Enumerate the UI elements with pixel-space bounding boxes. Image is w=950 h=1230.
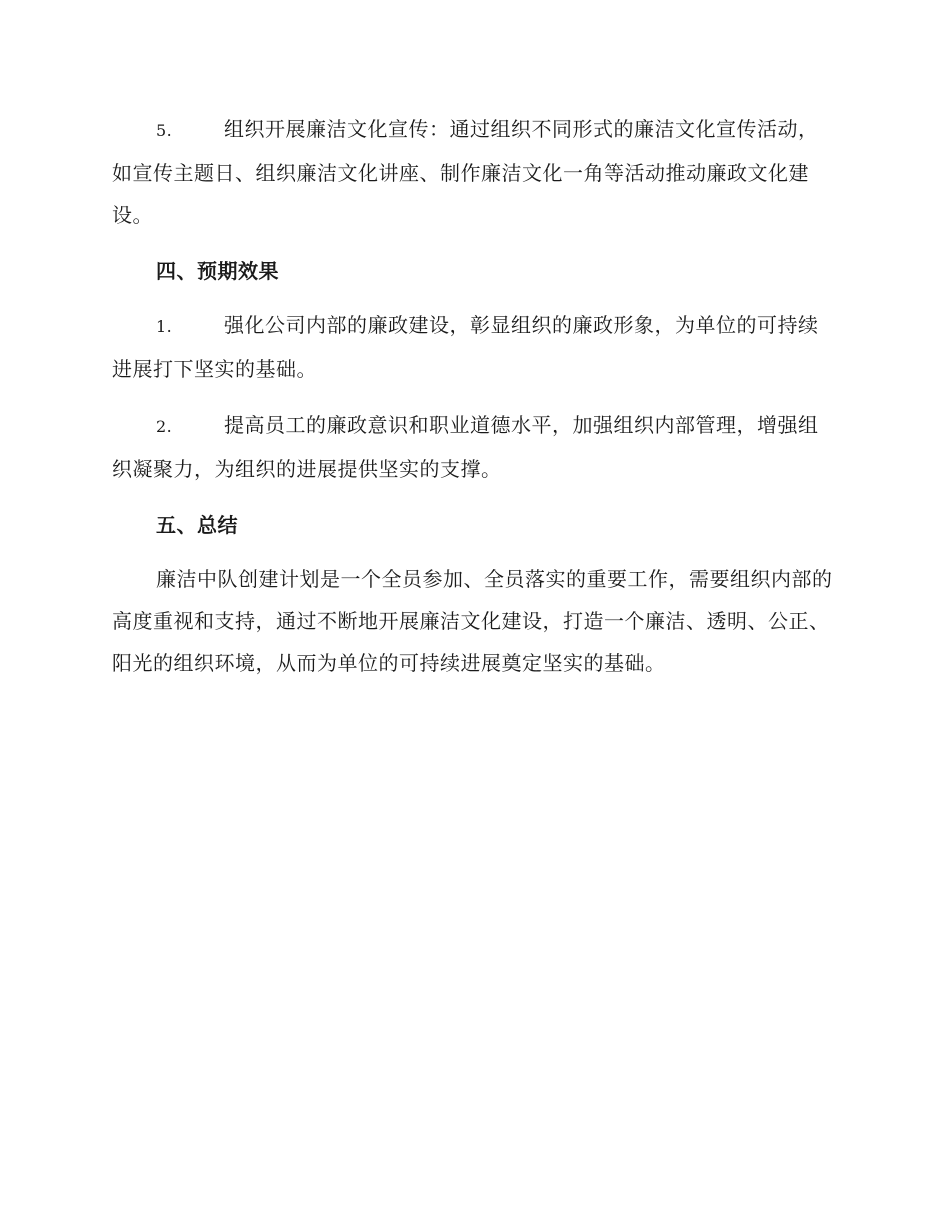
list-number: 1. <box>156 317 173 336</box>
section-heading-expected-results: 四、预期效果 <box>156 259 279 283</box>
document-body <box>112 108 836 698</box>
list-item-text: 提高员工的廉政意识和职业道德水平，加强组织内部管理，增强组织凝聚力，为组织的进展提供坚实的支撑。 <box>112 413 819 481</box>
list-item-1 <box>112 304 836 390</box>
summary-paragraph: 廉洁中队创建计划是一个全员参加、全员落实的重要工作，需要组织内部的高度重视和支持，通过不断地开展廉洁文化建设，打造一个廉洁、透明、公正、阳光的组织环境，从而为单位的可持续进展奠定坚实的基础。 <box>112 567 833 675</box>
list-number: 5. <box>156 121 173 140</box>
list-number: 2. <box>156 417 173 436</box>
section-heading-summary: 五、总结 <box>156 513 238 537</box>
list-item-2 <box>112 404 836 490</box>
list-item-text: 强化公司内部的廉政建设，彰显组织的廉政形象，为单位的可持续进展打下坚实的基础。 <box>112 313 819 381</box>
list-item-5 <box>112 108 836 236</box>
list-item-text: 组织开展廉洁文化宣传：通过组织不同形式的廉洁文化宣传活动，如宣传主题日、组织廉洁文化讲座、制作廉洁文化一角等活动推动廉政文化建设。 <box>112 117 819 227</box>
